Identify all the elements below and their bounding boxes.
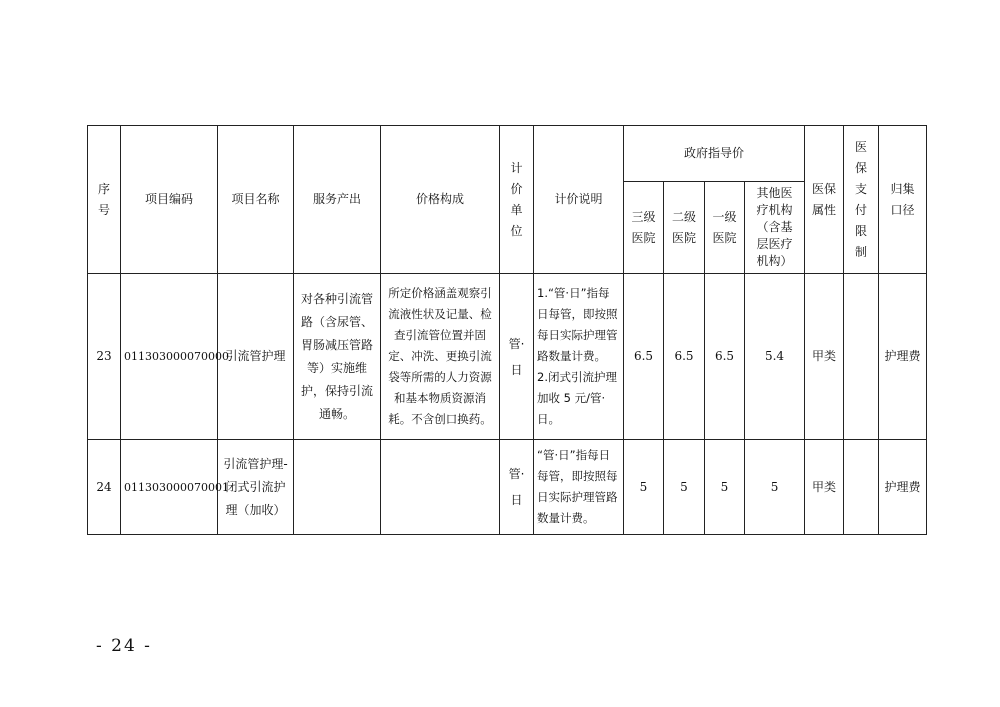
header-code: 项目编码 xyxy=(121,126,218,274)
header-category: 归集 口径 xyxy=(879,126,927,274)
note-line-2: 2.闭式引流护理加收 5 元/管·日。 xyxy=(537,370,617,426)
row-insurance-attr: 甲类 xyxy=(805,274,844,440)
row-tier1-price: 6.5 xyxy=(705,274,745,440)
header-seq: 序 号 xyxy=(88,126,121,274)
row-code: 011303000070001 xyxy=(121,440,218,535)
header-other: 其他医 疗机构 （含基 层医疗 机构） xyxy=(745,182,805,274)
row-unit-note xyxy=(534,440,624,535)
row-service: 对各种引流管路（含尿管、胃肠减压管路等）实施维护，保持引流通畅。 xyxy=(294,274,381,440)
header-service: 服务产出 xyxy=(294,126,381,274)
row-seq: 23 xyxy=(88,274,121,440)
header-unit: 计 价 单 位 xyxy=(500,126,534,274)
header-tier3: 三级 医院 xyxy=(624,182,664,274)
row-tier3-price: 6.5 xyxy=(624,274,664,440)
row-tier1-price: 5 xyxy=(705,440,745,535)
header-gov-price: 政府指导价 xyxy=(624,126,805,182)
row-name: 引流管护理 xyxy=(218,274,294,440)
row-other-price: 5.4 xyxy=(745,274,805,440)
row-unit: 管· 日 xyxy=(500,440,534,535)
row-service xyxy=(294,440,381,535)
note-line-1: 1.“管·日”指每日每管，即按照每日实际护理管路数量计费。 xyxy=(537,286,618,363)
price-table xyxy=(87,125,927,535)
row-category: 护理费 xyxy=(879,440,927,535)
header-tier1: 一级 医院 xyxy=(705,182,745,274)
row-unit: 管· 日 xyxy=(500,274,534,440)
header-row-1 xyxy=(88,126,927,182)
table-row xyxy=(88,274,927,440)
header-composition: 价格构成 xyxy=(381,126,500,274)
row-composition: 所定价格涵盖观察引流液性状及记量、检查引流管位置并固定、冲洗、更换引流袋等所需的人力资源和基本物质资源消耗。不含创口换药。 xyxy=(381,274,500,440)
row-unit-note xyxy=(534,274,624,440)
row-insurance-limit xyxy=(844,274,879,440)
row-insurance-limit xyxy=(844,440,879,535)
row-tier3-price: 5 xyxy=(624,440,664,535)
table-row xyxy=(88,440,927,535)
header-insurance-attr: 医保 属性 xyxy=(805,126,844,274)
page-number: - 24 - xyxy=(96,636,152,656)
row-code: 011303000070000 xyxy=(121,274,218,440)
header-name: 项目名称 xyxy=(218,126,294,274)
row-insurance-attr: 甲类 xyxy=(805,440,844,535)
header-unit-note: 计价说明 xyxy=(534,126,624,274)
note-line-1: “管·日”指每日每管，即按照每日实际护理管路数量计费。 xyxy=(537,448,618,525)
row-name: 引流管护理-闭式引流护理（加收） xyxy=(218,440,294,535)
row-seq: 24 xyxy=(88,440,121,535)
row-composition xyxy=(381,440,500,535)
header-insurance-limit: 医 保 支 付 限 制 xyxy=(844,126,879,274)
row-other-price: 5 xyxy=(745,440,805,535)
row-category: 护理费 xyxy=(879,274,927,440)
row-tier2-price: 5 xyxy=(664,440,705,535)
row-tier2-price: 6.5 xyxy=(664,274,705,440)
header-tier2: 二级 医院 xyxy=(664,182,705,274)
